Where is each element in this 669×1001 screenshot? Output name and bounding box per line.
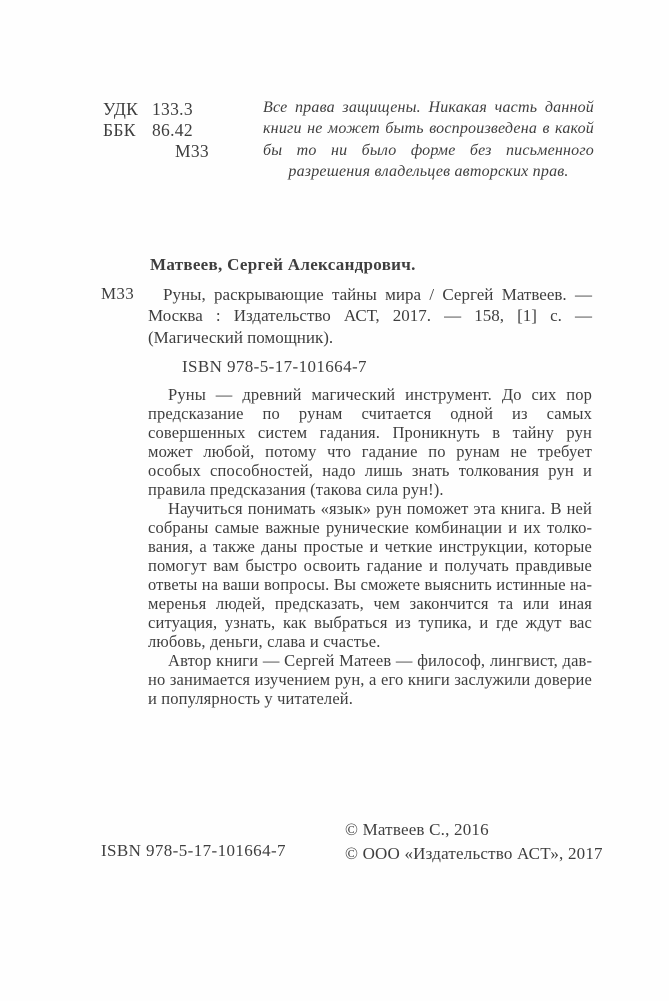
- udk-row: [103, 99, 209, 120]
- udk-label: УДК: [103, 99, 139, 119]
- footer-isbn: ISBN 978-5-17-101664-7: [101, 841, 286, 860]
- isbn-line: ISBN 978-5-17-101664-7: [182, 357, 367, 376]
- catalog-entry-code: М33: [101, 284, 135, 303]
- author-heading: Матвеев, Сергей Александрович.: [150, 255, 416, 274]
- bbk-value: 86.42: [152, 120, 193, 140]
- rights-notice: Все права защищены. Никакая часть данной книги не может быть воспроизведена в какой бы то ни было форме без письменного разрешения владельцев авторских прав.: [263, 99, 594, 181]
- copyright-publisher: © ООО «Издательство АСТ», 2017: [345, 843, 603, 863]
- annotation-paragraph-1: Руны — древний магический инструмент. До сих пор предсказание по рунам считается одной из самых совершенных систем гадания. Проникнуть в тайну рун может любой, потому что гадание по рунам не требует особых способностей, надо лишь знать толкования рун и правила предсказания (такова сила рун!).: [148, 385, 592, 499]
- author-sign-value: М33: [175, 141, 209, 161]
- catalog-entry-description: Руны, раскрывающие тайны мира / Сергей Матвеев. — Москва : Издательство АСТ, 2017. — 158, [1] с. — (Магический помощник).: [148, 285, 592, 347]
- classification-codes: [103, 99, 209, 162]
- annotation-paragraph-2: Научиться понимать «язык» рун поможет эта книга. В ней собраны самые важные рунические комбинации и их толкования, а также даны простые и четкие инструкции, которые помогут вам быстро освоить гадание и получать правдивые ответы на ваши вопросы. Вы сможете выяснить истинные намеренья людей, предсказать, чем закончится та или иная ситуация, узнать, как выбраться из тупика, и где ждут вас любовь, деньги, слава и счастье.: [148, 499, 592, 651]
- bbk-label: ББК: [103, 120, 136, 140]
- copyright-block: [345, 818, 603, 865]
- annotation-paragraph-3: Автор книги — Сергей Матеев — философ, лингвист, давно занимается изучением рун, а его книги заслужили доверие и популярность у читателей.: [148, 651, 592, 708]
- annotation: [148, 385, 592, 708]
- author-sign-row: [103, 141, 209, 162]
- bbk-row: [103, 120, 209, 141]
- author-sign-spacer: [103, 141, 152, 162]
- udk-value: 133.3: [152, 99, 193, 119]
- copyright-author: © Матвеев С., 2016: [345, 820, 489, 839]
